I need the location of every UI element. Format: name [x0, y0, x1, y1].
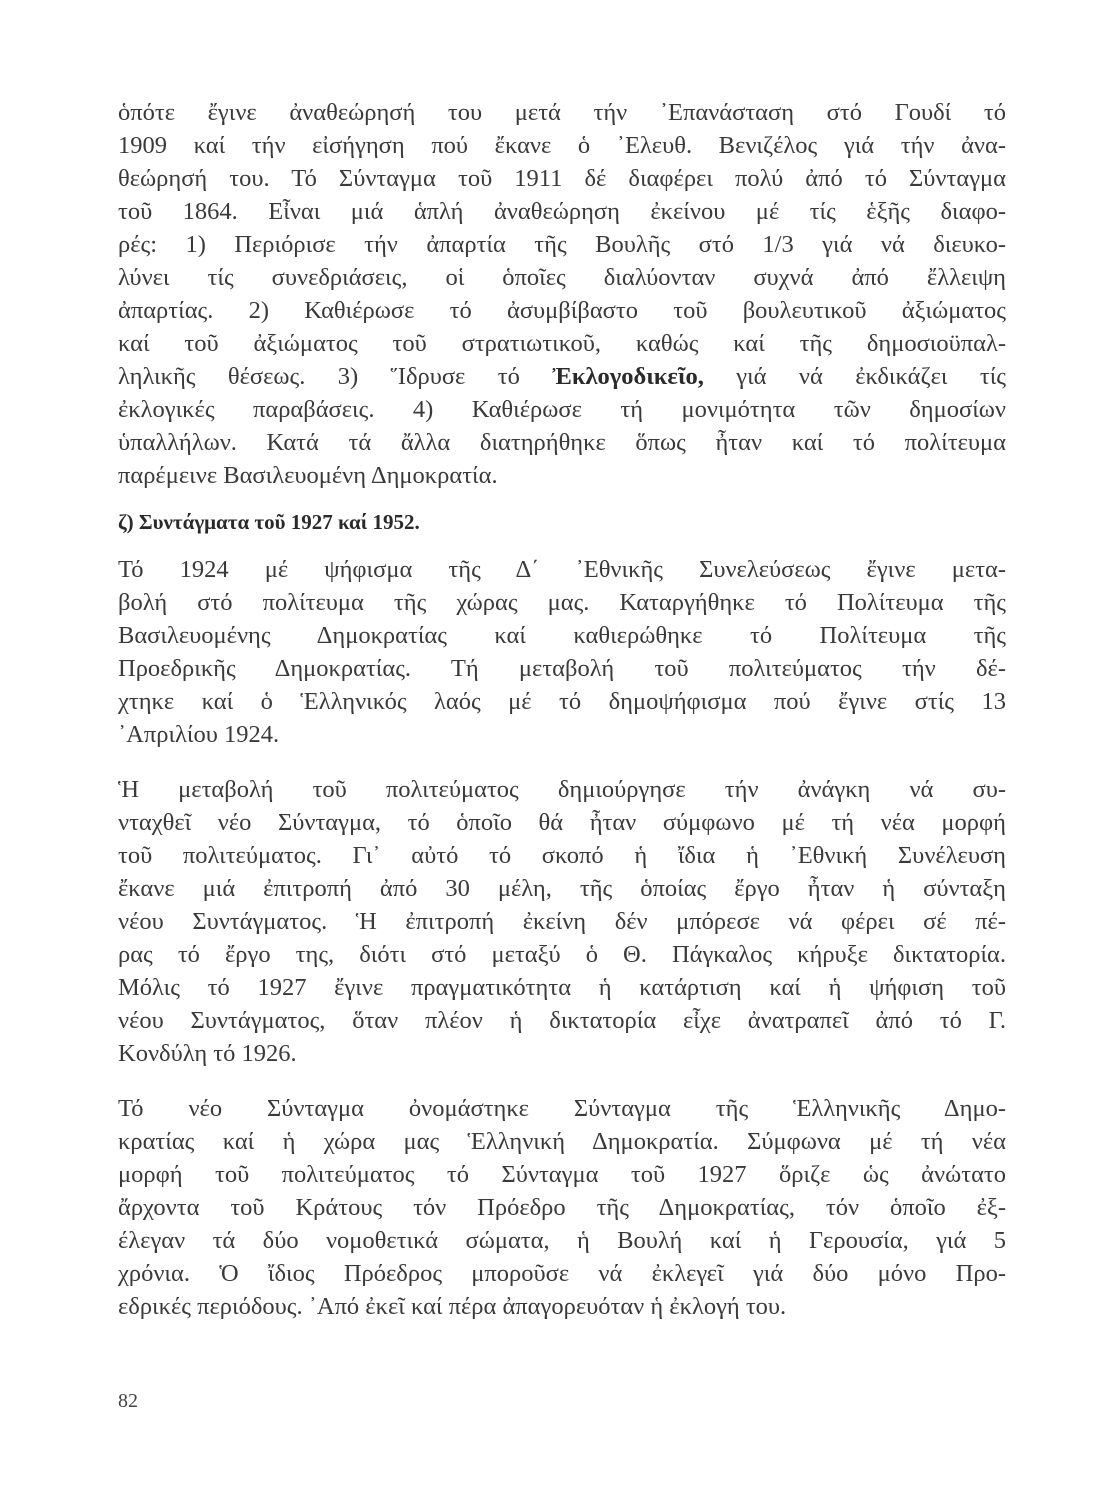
text-line: ἀπαρτίας. 2) Καθιέρωσε τό ἀσυμβίβαστο τοῦ βουλευτικοῦ ἀξιώματος: [118, 297, 1006, 324]
text-line: χρόνια. Ὁ ἴδιος Πρόεδρος μποροῦσε νά ἐκλεγεῖ γιά δύο μόνο Προ-: [118, 1260, 1006, 1287]
text-line: Βασιλευομένης Δημοκρατίας καί καθιερώθηκε τό Πολίτευμα τῆς: [118, 622, 1006, 649]
page-number: 82: [118, 1390, 138, 1412]
text-line: νταχθεῖ νέο Σύνταγμα, τό ὁποῖο θά ἦταν σύμφωνο μέ τή νέα μορφή: [118, 809, 1006, 836]
text-line: Τό 1924 μέ ψήφισμα τῆς Δ΄ ᾿Εθνικῆς Συνελεύσεως ἔγινε μετα-: [118, 556, 1006, 583]
text-line: κρατίας καί ἡ χώρα μας Ἑλληνική Δημοκρατία. Σύμφωνα μέ τή νέα: [118, 1128, 1006, 1155]
text-line: έλεγαν τά δύο νομοθετικά σώματα, ἡ Βουλή καί ἡ Γερουσία, γιά 5: [118, 1227, 1006, 1254]
paragraph: [118, 96, 1006, 492]
text-line: θεώρησή του. Τό Σύνταγμα τοῦ 1911 δέ διαφέρει πολύ ἀπό τό Σύνταγμα: [118, 165, 1006, 192]
text-line: εδρικές περιόδους. ᾿Από ἐκεῖ καί πέρα ἀπαγορευόταν ἡ ἐκλογή του.: [118, 1293, 787, 1320]
paragraph: [118, 553, 1006, 751]
text-line: ἄρχοντα τοῦ Κράτους τόν Πρόεδρο τῆς Δημοκρατίας, τόν ὁποῖο ἐξ-: [118, 1194, 1006, 1221]
text-line: μορφή τοῦ πολιτεύματος τό Σύνταγμα τοῦ 1927 ὅριζε ὡς ἀνώτατο: [118, 1161, 1006, 1188]
paragraph: [118, 1092, 1006, 1323]
text-line: ρές: 1) Περιόρισε τήν ἀπαρτία τῆς Βουλῆς στό 1/3 γιά νά διευκο-: [118, 231, 1006, 258]
text-line: Ἡ μεταβολή τοῦ πολιτεύματος δημιούργησε τήν ἀνάγκη νά συ-: [118, 776, 1006, 803]
bold-term: Ἐκλογοδικεῖο,: [552, 363, 704, 390]
text-line: Τό νέο Σύνταγμα ὀνομάστηκε Σύνταγμα τῆς Ἑλληνικῆς Δημο-: [118, 1095, 1006, 1122]
document-page: [118, 96, 1006, 1323]
text-line: νέου Συντάγματος, ὅταν πλέον ἡ δικτατορία εἶχε ἀνατραπεῖ ἀπό τό Γ.: [118, 1007, 1006, 1034]
text-line: 1909 καί τήν εἰσήγηση πού ἔκανε ὁ ᾿Ελευθ. Βενιζέλος γιά τήν ἀνα-: [118, 132, 1006, 159]
text-line: Κονδύλη τό 1926.: [118, 1040, 297, 1067]
text-line: Μόλις τό 1927 ἔγινε πραγματικότητα ἡ κατάρτιση καί ἡ ψήφιση τοῦ: [118, 974, 1006, 1001]
text-line: ληλικῆς θέσεως. 3) Ἵδρυσε τό Ἐκλογοδικεῖο, γιά νά ἐκδικάζει τίς: [118, 363, 1007, 390]
text-line: βολή στό πολίτευμα τῆς χώρας μας. Καταργήθηκε τό Πολίτευμα τῆς: [118, 589, 1006, 616]
text-line: χτηκε καί ὁ Ἑλληνικός λαός μέ τό δημοψήφισμα πού ἔγινε στίς 13: [118, 688, 1006, 715]
text-line: καί τοῦ ἀξιώματος τοῦ στρατιωτικοῦ, καθώς καί τῆς δημοσιοϋπαλ-: [118, 330, 1006, 357]
text-line: ὑπαλλήλων. Κατά τά ἄλλα διατηρήθηκε ὅπως ἦταν καί τό πολίτευμα: [118, 429, 1006, 456]
paragraph: [118, 773, 1006, 1070]
text-line: ἔκανε μιά ἐπιτροπή ἀπό 30 μέλη, τῆς ὁποίας ἔργο ἦταν ἡ σύνταξη: [118, 875, 1006, 902]
text-line: τοῦ πολιτεύματος. Γι᾿ αὐτό τό σκοπό ἡ ἴδια ἡ ᾿Εθνική Συνέλευση: [118, 842, 1006, 869]
text-line: Προεδρικῆς Δημοκρατίας. Τή μεταβολή τοῦ πολιτεύματος τήν δέ-: [118, 655, 1006, 682]
text-line: νέου Συντάγματος. Ἡ ἐπιτροπή ἐκείνη δέν μπόρεσε νά φέρει σέ πέ-: [118, 908, 1006, 935]
text-line: ὁπότε ἔγινε ἀναθεώρησή του μετά τήν ᾿Επανάσταση στό Γουδί τό: [118, 99, 1006, 126]
section-heading: ζ) Συντάγματα τοῦ 1927 καί 1952.: [118, 510, 420, 534]
text-line: λύνει τίς συνεδριάσεις, οἱ ὁποῖες διαλύονταν συχνά ἀπό ἔλλειψη: [118, 264, 1006, 291]
text-line: παρέμεινε Βασιλευομένη Δημοκρατία.: [118, 462, 498, 489]
text-line: ρας τό ἔργο της, διότι στό μεταξύ ὁ Θ. Πάγκαλος κήρυξε δικτατορία.: [118, 941, 1006, 968]
text-line: ἐκλογικές παραβάσεις. 4) Καθιέρωσε τή μονιμότητα τῶν δημοσίων: [118, 396, 1006, 423]
text-line: τοῦ 1864. Εἶναι μιά ἁπλή ἀναθεώρηση ἐκείνου μέ τίς ἑξῆς διαφο-: [118, 198, 1006, 225]
text-line: ᾿Απριλίου 1924.: [118, 721, 280, 748]
